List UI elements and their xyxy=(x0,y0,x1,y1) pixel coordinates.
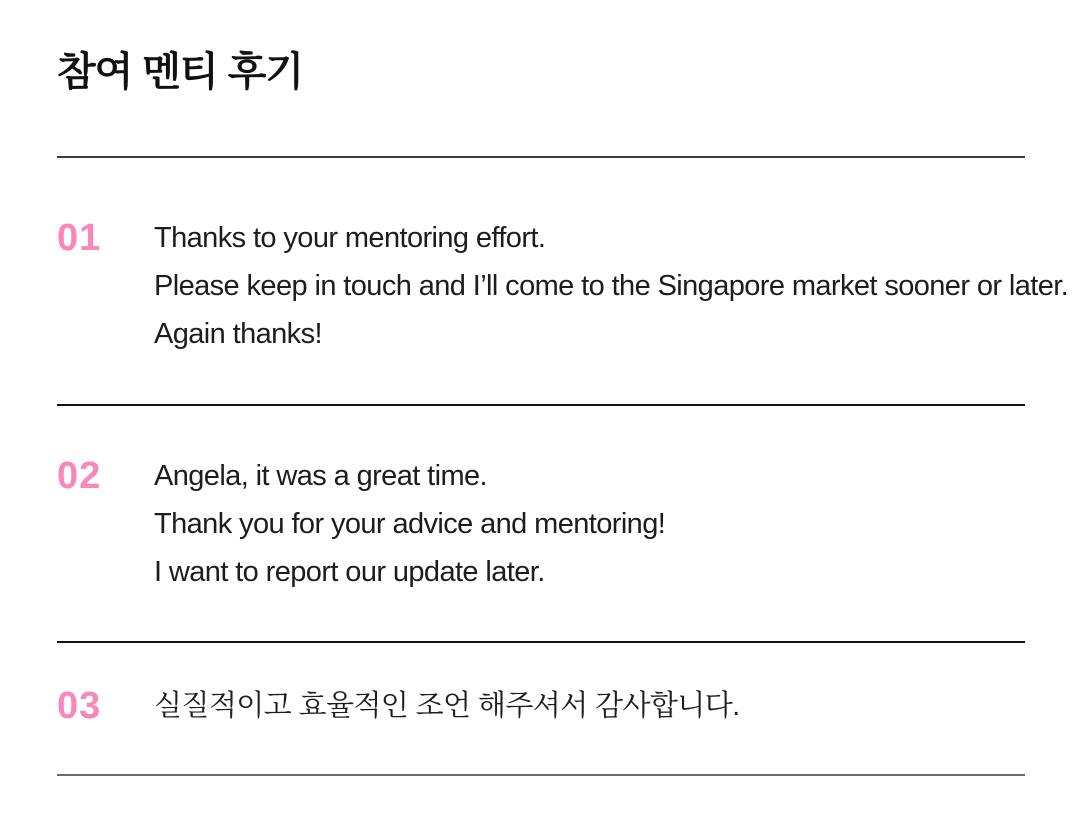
review-number: 01 xyxy=(57,217,102,259)
review-line: 실질적이고 효율적인 조언 해주셔서 감사합니다. xyxy=(154,690,740,722)
review-line: Angela, it was a great time. xyxy=(154,460,487,492)
section-divider xyxy=(57,404,1025,406)
review-text xyxy=(154,682,1025,730)
page-title: 참여 멘티 후기 xyxy=(57,50,304,94)
review-line: Thank you for your advice and mentoring! xyxy=(154,508,666,540)
review-text xyxy=(154,452,1025,596)
review-text xyxy=(154,214,1068,358)
review-item-3 xyxy=(57,682,1025,730)
review-line: Thanks to your mentoring effort. xyxy=(154,222,546,254)
review-line: I want to report our update later. xyxy=(154,556,545,588)
section-divider xyxy=(57,641,1025,643)
review-line: Again thanks! xyxy=(154,318,322,350)
review-item-1 xyxy=(57,214,1069,358)
review-number: 03 xyxy=(57,685,102,727)
review-number: 02 xyxy=(57,455,102,497)
section-divider xyxy=(57,774,1025,776)
section-divider xyxy=(57,156,1025,158)
review-line: Please keep in touch and I’ll come to the Singapore market sooner or later. xyxy=(154,270,1069,302)
review-item-2 xyxy=(57,452,1025,596)
